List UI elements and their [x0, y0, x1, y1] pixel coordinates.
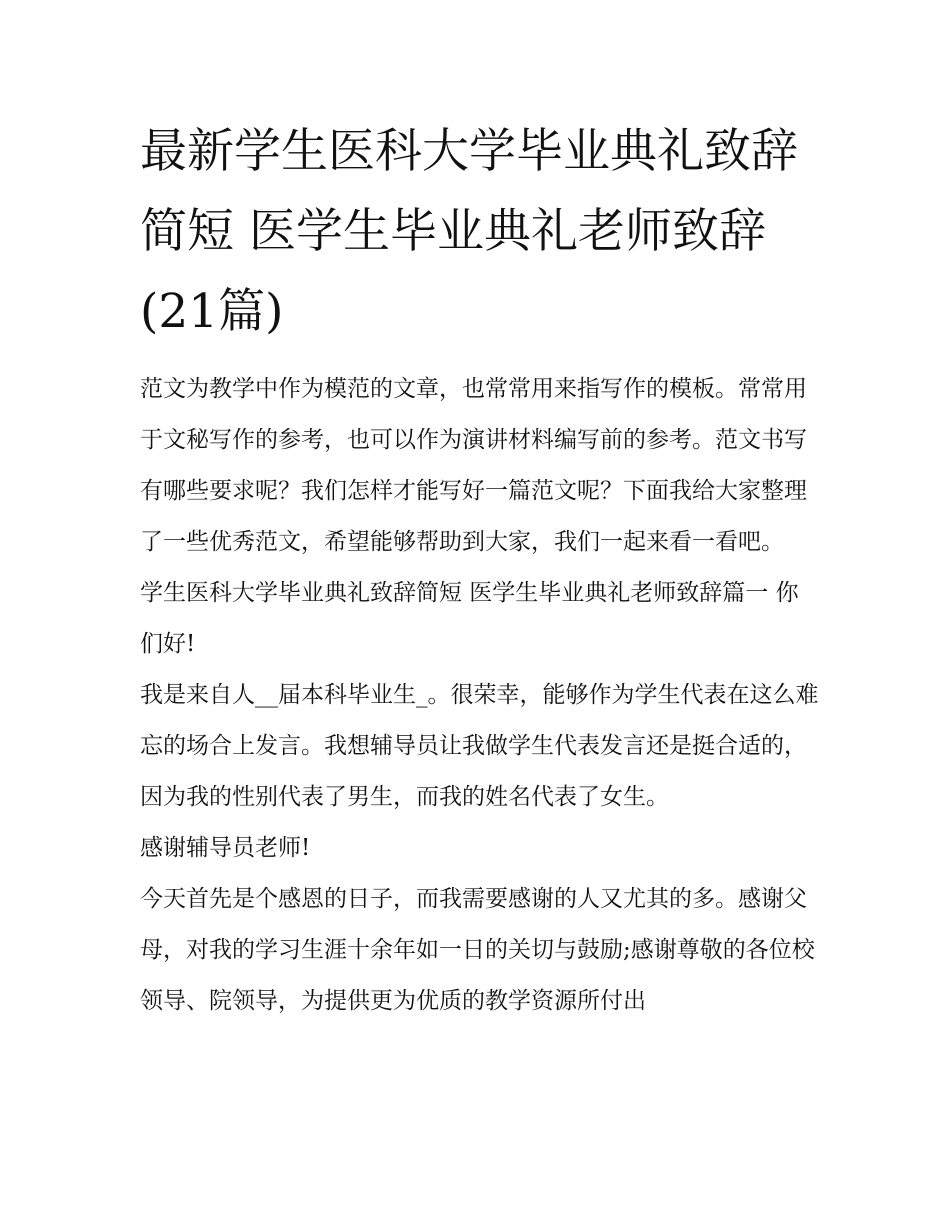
thanks-paragraph: 感谢辅导员老师! — [140, 835, 311, 861]
speech-paragraph: 我是来自人__届本科毕业生_。很荣幸，能够作为学生代表在这么难忘的场合上发言。我想辅导员让我做学生代表发言还是挺合适的，因为我的性别代表了男生，而我的姓名代表了女生。 — [140, 682, 819, 810]
section-heading-paragraph: 学生医科大学毕业典礼致辞简短 医学生毕业典礼老师致辞篇一 你们好! — [140, 580, 799, 657]
document-page — [140, 112, 820, 1027]
gratitude-paragraph: 今天首先是个感恩的日子，而我需要感谢的人又尤其的多。感谢父母，对我的学习生涯十余年如一日的关切与鼓励;感谢尊敬的各位校领导、院领导，为提供更为优质的教学资源所付出 — [140, 886, 815, 1014]
document-title: 最新学生医科大学毕业典礼致辞简短 医学生毕业典礼老师致辞(21篇) — [140, 124, 798, 339]
intro-paragraph: 范文为教学中作为模范的文章，也常常用来指写作的模板。常常用于文秘写作的参考，也可以作为演讲材料编写前的参考。范文书写有哪些要求呢？我们怎样才能写好一篇范文呢？下面我给大家整理了一些优秀范文，希望能够帮助到大家，我们一起来看一看吧。 — [140, 376, 807, 555]
